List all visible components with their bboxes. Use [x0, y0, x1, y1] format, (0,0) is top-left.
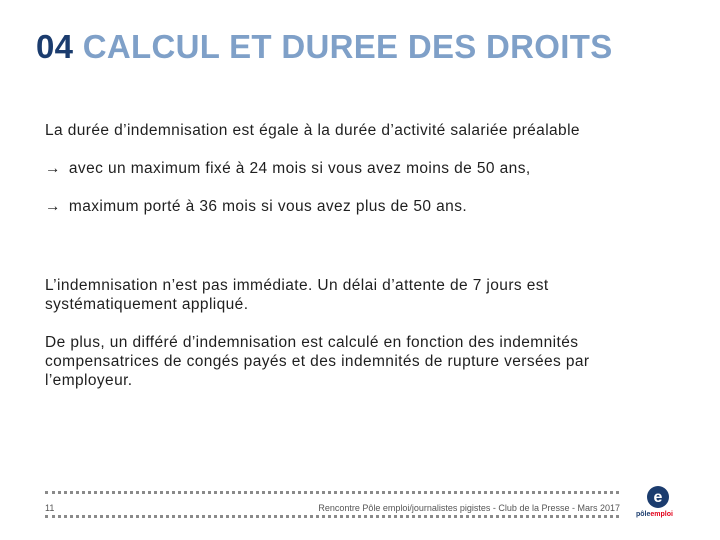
logo-word-emploi: emploi: [650, 511, 673, 518]
footer-caption: Rencontre Pôle emploi/journalistes pigistes - Club de la Presse - Mars 2017: [318, 503, 620, 513]
intro-paragraph: La durée d’indemnisation est égale à la durée d’activité salariée préalable: [45, 122, 580, 139]
logo-letter: e: [653, 489, 663, 506]
page-title: [36, 28, 613, 66]
footer-divider-top: [45, 491, 619, 494]
section-title: CALCUL ET DUREE DES DROITS: [82, 28, 613, 65]
footer-divider-bottom: [45, 515, 619, 518]
arrow-icon: →: [45, 160, 61, 177]
waiting-period-paragraph: L’indemnisation n’est pas immédiate. Un délai d’attente de 7 jours est systématiquement appliqué.: [45, 277, 549, 313]
logo-wordmark: [636, 511, 673, 518]
deferral-paragraph: De plus, un différé d’indemnisation est calculé en fonction des indemnités compensatrices de congés payés et des indemnités de rupture versées par l’employeur.: [45, 334, 590, 389]
bullet-under-50: [45, 159, 531, 178]
bullet-over-50-text: maximum porté à 36 mois si vous avez plus de 50 ans.: [68, 198, 468, 215]
section-number: 04: [36, 28, 74, 65]
arrow-icon: →: [45, 198, 61, 215]
page-number: 11: [45, 503, 55, 513]
bullet-over-50: [45, 197, 467, 216]
logo-word-pole: pôle: [636, 511, 651, 518]
bullet-under-50-text: avec un maximum fixé à 24 mois si vous avez moins de 50 ans,: [68, 160, 531, 177]
